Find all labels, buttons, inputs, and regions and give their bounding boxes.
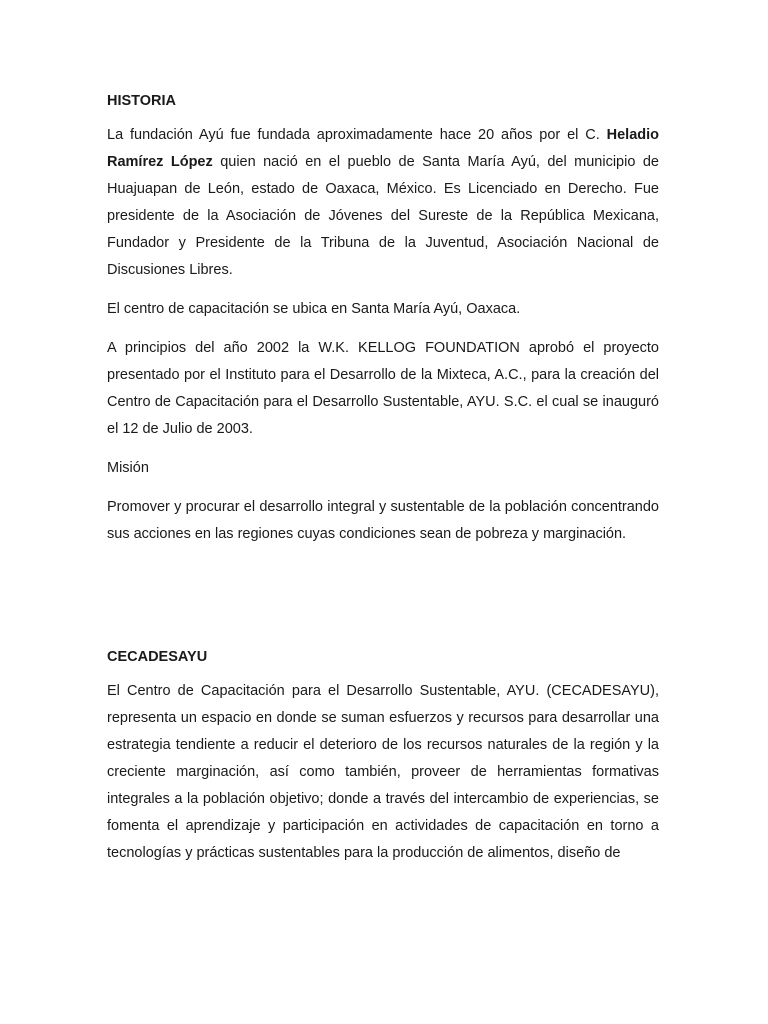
historia-heading: HISTORIA xyxy=(107,93,177,109)
section-spacer xyxy=(107,560,659,644)
historia-paragraph-3: A principios del año 2002 la W.K. KELLOG FOUNDATION aprobó el proyecto presentado por el Instituto para el Desarrollo de la Mixteca, A.C., para la creación del Centro de Capacitación para el Desarrollo Sustentable, AYU. S.C. el cual se inauguró el 12 de Julio de 2003. xyxy=(107,340,659,437)
historia-paragraph-1 xyxy=(107,122,659,284)
historia-paragraph-2: El centro de capacitación se ubica en Santa María Ayú, Oaxaca. xyxy=(107,301,521,317)
historia-p1-text-b: quien nació en el pueblo de Santa María Ayú, del municipio de Huajuapan de León, estado de Oaxaca, México. Es Licenciado en Derecho. Fue presidente de la Asociación de Jóvenes del Sureste de la República Mexicana, Fundador y Presidente de la Tribuna de la Juventud, Asociación Nacional de Discusiones Libres. xyxy=(107,154,659,278)
cecadesayu-paragraph: El Centro de Capacitación para el Desarrollo Sustentable, AYU. (CECADESAYU), representa un espacio en donde se suman esfuerzos y recursos para desarrollar una estrategia tendiente a reducir el deterioro de los recursos naturales de la región y la creciente marginación, así como también, proveer de herramientas formativas integrales a la población objetivo; donde a través del intercambio de experiencias, se fomenta el aprendizaje y participación en actividades de capacitación en torno a tecnologías y prácticas sustentables para la producción de alimentos, diseño de xyxy=(107,683,659,861)
cecadesayu-heading: CECADESAYU xyxy=(107,649,208,665)
mision-paragraph: Promover y procurar el desarrollo integral y sustentable de la población concentrando sus acciones en las regiones cuyas condiciones sean de pobreza y marginación. xyxy=(107,499,659,542)
document-page xyxy=(107,88,659,879)
founder-name: Heladio Ramírez López xyxy=(107,127,659,170)
mision-heading: Misión xyxy=(107,460,149,476)
historia-p1-text-a: La fundación Ayú fue fundada aproximadamente hace 20 años por el C. xyxy=(107,127,607,143)
